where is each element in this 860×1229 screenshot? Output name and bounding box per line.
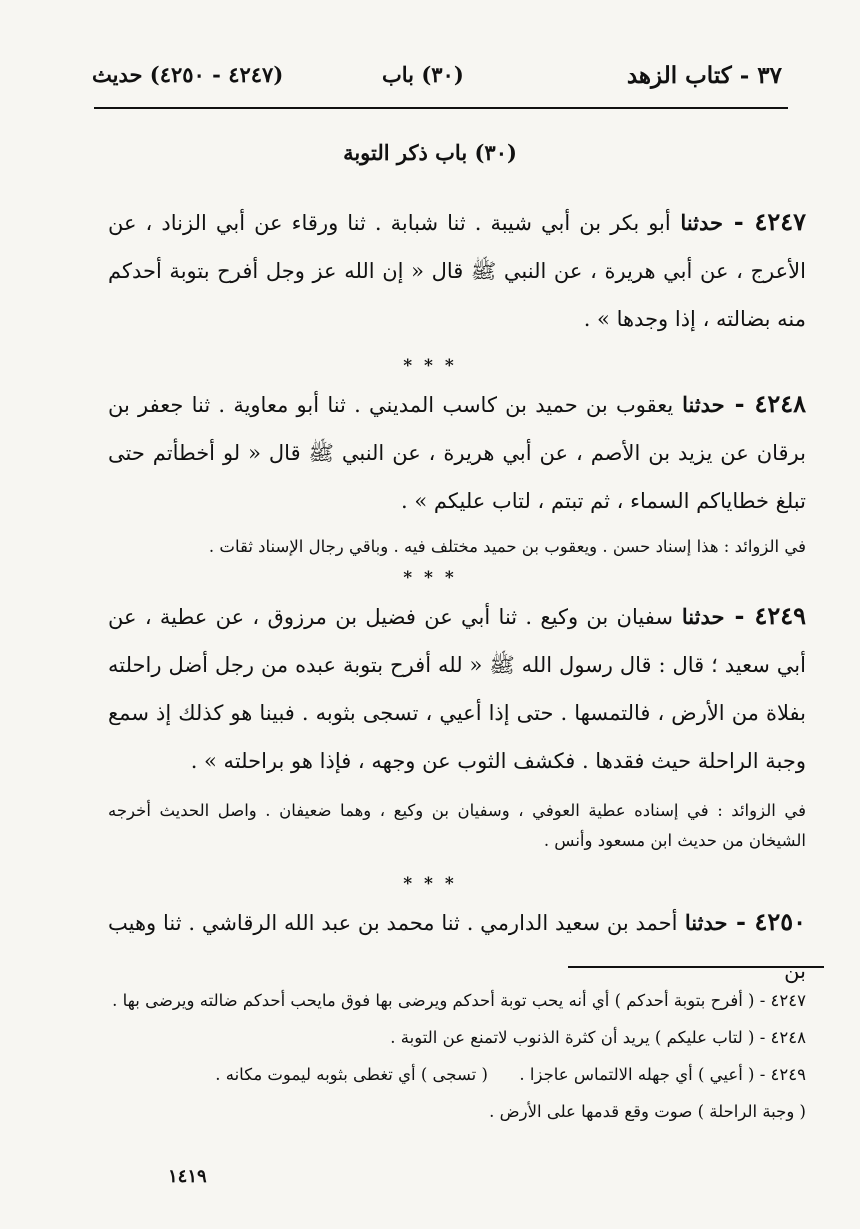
footnotes [108, 982, 806, 1130]
zawaid-note-4248: في الزوائد : هذا إسناد حسن . ويعقوب بن حميد مختلف فيه . وباقي رجال الإسناد ثقات . [208, 537, 806, 556]
separator-stars: * * * [403, 874, 457, 894]
hadith-text: سفيان بن وكيع . ثنا أبي عن فضيل بن مرزوق ، عن عطية ، عن أبي سعيد ؛ قال : قال رسول الله ﷺ « لله أفرح بتوبة عبده من رجل أضل راحلته بفلاة من الأرض ، فالتمسها . حتى إذا أعيي ، تسجى بثوبه . فبينا هو كذلك إذ سمع وجبة الراحلة حيث فقدها . فكشف الثوب عن وجهه ، فإذا هو براحلته » . [108, 605, 806, 773]
page-number: ١٤١٩ [168, 1166, 207, 1187]
zawaid-note-4249: في الزوائد : في إسناده عطية العوفي ، وسفيان بن وكيع ، وهما ضعيفان . واصل الحديث أخرجه الشيخان من حديث ابن مسعود وأنس . [108, 801, 806, 850]
hadith-number: ٤٢٤٧ - [723, 207, 806, 236]
footnote-4248: ٤٢٤٨ - ( لتاب عليكم ) يريد أن كثرة الذنوب لاتمنع عن التوبة . [390, 1028, 806, 1047]
hadith-number: ٤٢٥٠ - [727, 907, 806, 936]
haddathana-label: حدثنا [672, 604, 725, 629]
haddathana-label: حدثنا [670, 210, 724, 235]
hadith-4247 [108, 198, 806, 343]
hadith-4248 [108, 380, 806, 525]
running-header [92, 62, 782, 98]
hadith-text: أبو بكر بن أبي شيبة . ثنا شبابة . ثنا ورقاء عن أبي الزناد ، عن الأعرج ، عن أبي هريرة ، عن النبي ﷺ قال « إن الله عز وجل أفرح بتوبة أحدكم منه بضالته ، إذا وجدها » . [108, 211, 806, 331]
separator-stars: * * * [403, 568, 457, 588]
header-hadith-range: (٤٢٤٧ - ٤٢٥٠) حديث [92, 62, 284, 87]
header-rule [94, 107, 788, 109]
hadith-number: ٤٢٤٨ - [724, 389, 807, 418]
footnote-4249-continued: ( وجبة الراحلة ) صوت وقع قدمها على الأرض . [489, 1102, 806, 1121]
hadith-text: يعقوب بن حميد بن كاسب المديني . ثنا أبو معاوية . ثنا جعفر بن برقان عن يزيد بن الأصم ، عن أبي هريرة ، عن النبي ﷺ قال « لو أخطأتم حتى تبلغ خطاياكم السماء ، ثم تبتم ، لتاب عليكم » . [108, 393, 806, 513]
footnote-4247: ٤٢٤٧ - ( أفرح بتوبة أحدكم ) أي أنه يحب توبة أحدكم ويرضى بها فوق مايحب أحدكم ضالته ويرضى بها . [112, 991, 806, 1010]
hadith-number: ٤٢٤٩ - [724, 601, 806, 630]
header-book-title: ٣٧ - كتاب الزهد [626, 62, 782, 89]
footnote-4249: ٤٢٤٩ - ( أعيي ) أي جهله الالتماس عاجزا . ( تسجى ) أي تغطى بثوبه ليموت مكانه . [215, 1065, 806, 1084]
hadith-text: أحمد بن سعيد الدارمي . ثنا محمد بن عبد الله الرقاشي . ثنا وهيب بن [108, 911, 806, 983]
haddathana-label: حدثنا [677, 910, 728, 935]
hadith-4250 [108, 898, 806, 995]
hadith-4249 [108, 592, 806, 785]
separator-stars: * * * [403, 356, 457, 376]
haddathana-label: حدثنا [673, 392, 725, 417]
footnote-rule [568, 966, 824, 968]
chapter-title: (٣٠) باب ذكر التوبة [343, 140, 517, 165]
header-chapter-number: (٣٠) باب [382, 62, 464, 87]
